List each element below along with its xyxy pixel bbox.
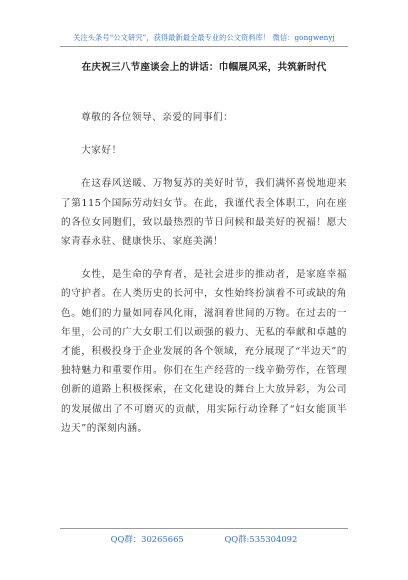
- footer-divider: [60, 528, 348, 529]
- greeting: 大家好！: [81, 145, 122, 157]
- salutation: 尊敬的各位领导、亲爱的同事们：: [81, 112, 234, 123]
- paragraph-1: 在这春风送暖、万物复苏的美好时节，我们满怀喜悦地迎来了第115个国际劳动妇女节。在此，我谨代表全体职工，向在座的各位女同胞们，致以最热烈的节日问候和最美好的祝福！愿大家青春永驻、健康快乐、家庭美满！: [61, 178, 347, 248]
- footer-contacts: [0, 533, 408, 545]
- header-promo-note: 关注头条号“公文研究”，获得最新最全最专业的公文资料库！ 微信：gongwenyj: [73, 33, 335, 42]
- paragraph-2: 女性，是生命的孕育者，是社会进步的推动者，是家庭幸福的守护者。在人类历史的长河中，女性始终扮演着不可或缺的角色。她们的力量如同春风化雨，滋润着世间的万物。在过去的一年里，公司的广大女职工们以顽强的毅力、无私的奉献和卓越的才能，积极投身于企业发展的各个领域，充分展现了“半边天”的独特魅力和重要作用。你们在生产经营的一线辛勤劳作，在管理创新的道路上积极探索，在文化建设的舞台上大放异彩，为公司的发展做出了不可磨灭的贡献，用实际行动诠释了“妇女能顶半边天”的深刻内涵。: [61, 269, 347, 434]
- document-body: [61, 108, 347, 438]
- footer-qq-group-1: QQ群：30265665: [110, 534, 184, 544]
- document-title: 在庆祝三八节座谈会上的讲话：巾帼展风采，共筑新时代: [81, 62, 327, 73]
- header-divider: [60, 46, 348, 47]
- footer-qq-group-2: QQ群:535304092: [224, 534, 298, 544]
